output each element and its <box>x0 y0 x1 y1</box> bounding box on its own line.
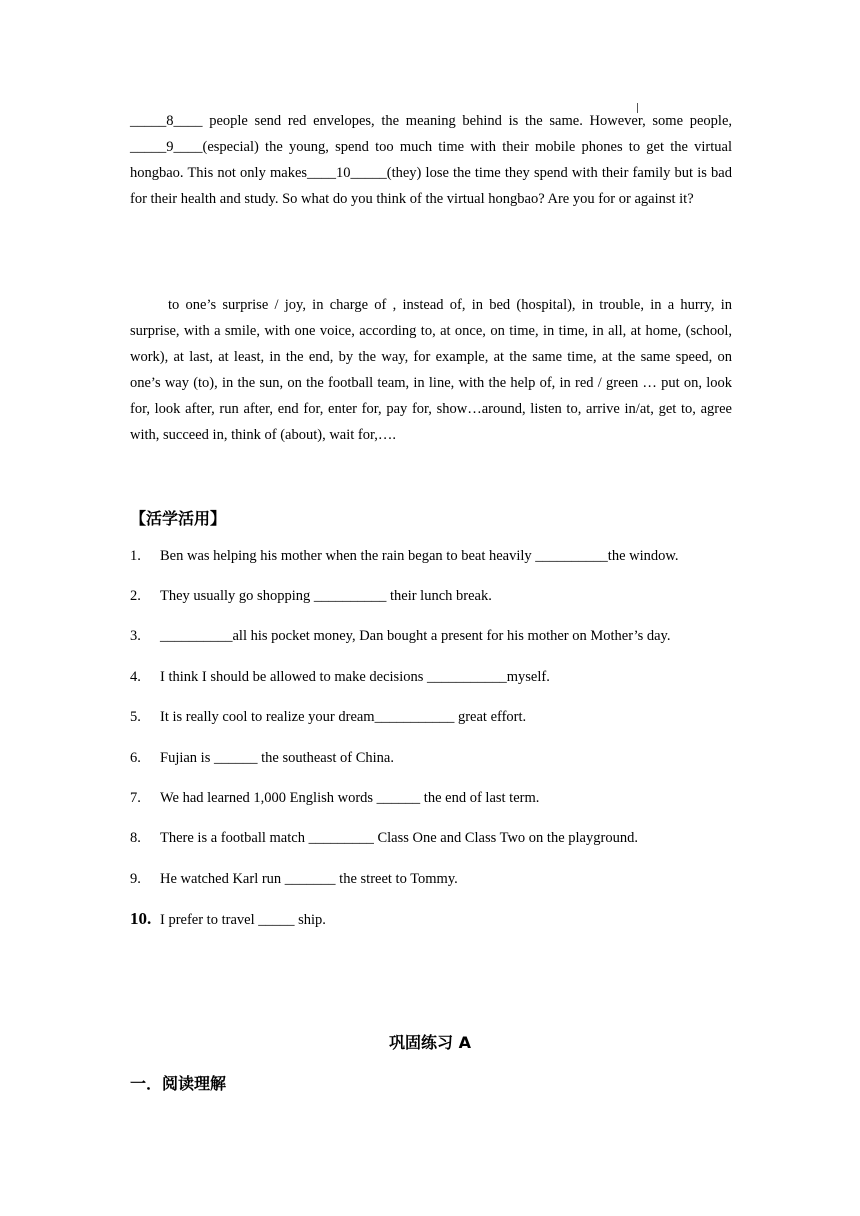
exercise-item <box>130 748 394 768</box>
reading-heading: 一．阅读理解 <box>130 1074 227 1093</box>
exercise-number: 3. <box>130 628 141 644</box>
phrase-list-paragraph: to one’s surprise / joy, in charge of , instead of, in bed (hospital), in trouble, in a hurry, in surprise, with a smile, with one voice, according to, at once, on time, in time, in all, at home, (school, work), at last, at least, in the end, by the way, for example, at the same time, at the same speed, on one’s way (to), in the sun, on the football team, in line, with the help of, in red / green … put on, look for, look after, run after, end for, enter for, pay for, show…around, listen to, arrive in/at, get to, agree with, succeed in, think of (about), wait for,…. <box>130 297 732 443</box>
exercise-item <box>130 586 492 606</box>
exercise-text: __________all his pocket money, Dan bought a present for his mother on Mother’s day. <box>160 628 671 644</box>
exercise-item <box>130 667 550 687</box>
exercise-item <box>130 909 326 930</box>
exercise-text: They usually go shopping __________ their lunch break. <box>160 588 492 604</box>
exercise-item <box>130 869 458 889</box>
exercise-number: 8. <box>130 830 141 846</box>
exercise-text: Fujian is ______ the southeast of China. <box>160 750 394 766</box>
exercise-text: I prefer to travel _____ ship. <box>160 912 326 928</box>
exercise-number: 5. <box>130 709 141 725</box>
exercise-text: Ben was helping his mother when the rain began to beat heavily __________the window. <box>160 548 679 564</box>
exercise-text: He watched Karl run _______ the street to Tommy. <box>160 871 458 887</box>
exercise-text: We had learned 1,000 English words ______ the end of last term. <box>160 790 540 806</box>
passage-paragraph: _____8____ people send red envelopes, the meaning behind is the same. However, some people, _____9____(especial) the young, spend too much time with their mobile phones to get the virtual hongbao. This not only makes____10_____(they) lose the time they spend with their family but is bad for their health and study. So what do you think of the virtual hongbao? Are you for or against it? <box>130 113 732 207</box>
exercise-item <box>130 788 539 808</box>
exercise-number: 9. <box>130 871 141 887</box>
exercise-number: 10. <box>130 909 152 928</box>
exercise-number: 7. <box>130 790 141 806</box>
exercise-number: 6. <box>130 750 141 766</box>
exercise-number: 4. <box>130 669 141 685</box>
exercise-text: I think I should be allowed to make decisions ___________myself. <box>160 669 550 685</box>
exercise-item <box>130 828 638 848</box>
exercise-number: 1. <box>130 548 141 564</box>
exercise-text: It is really cool to realize your dream___________ great effort. <box>160 709 527 725</box>
exercise-number: 2. <box>130 588 141 604</box>
exercise-item <box>130 546 679 566</box>
practice-heading: 巩固练习 A <box>389 1033 471 1052</box>
exercise-item <box>130 707 526 727</box>
section-heading: 【活学活用】 <box>130 509 227 528</box>
exercise-text: There is a football match _________ Class One and Class Two on the playground. <box>160 830 638 846</box>
exercise-item <box>130 626 671 646</box>
